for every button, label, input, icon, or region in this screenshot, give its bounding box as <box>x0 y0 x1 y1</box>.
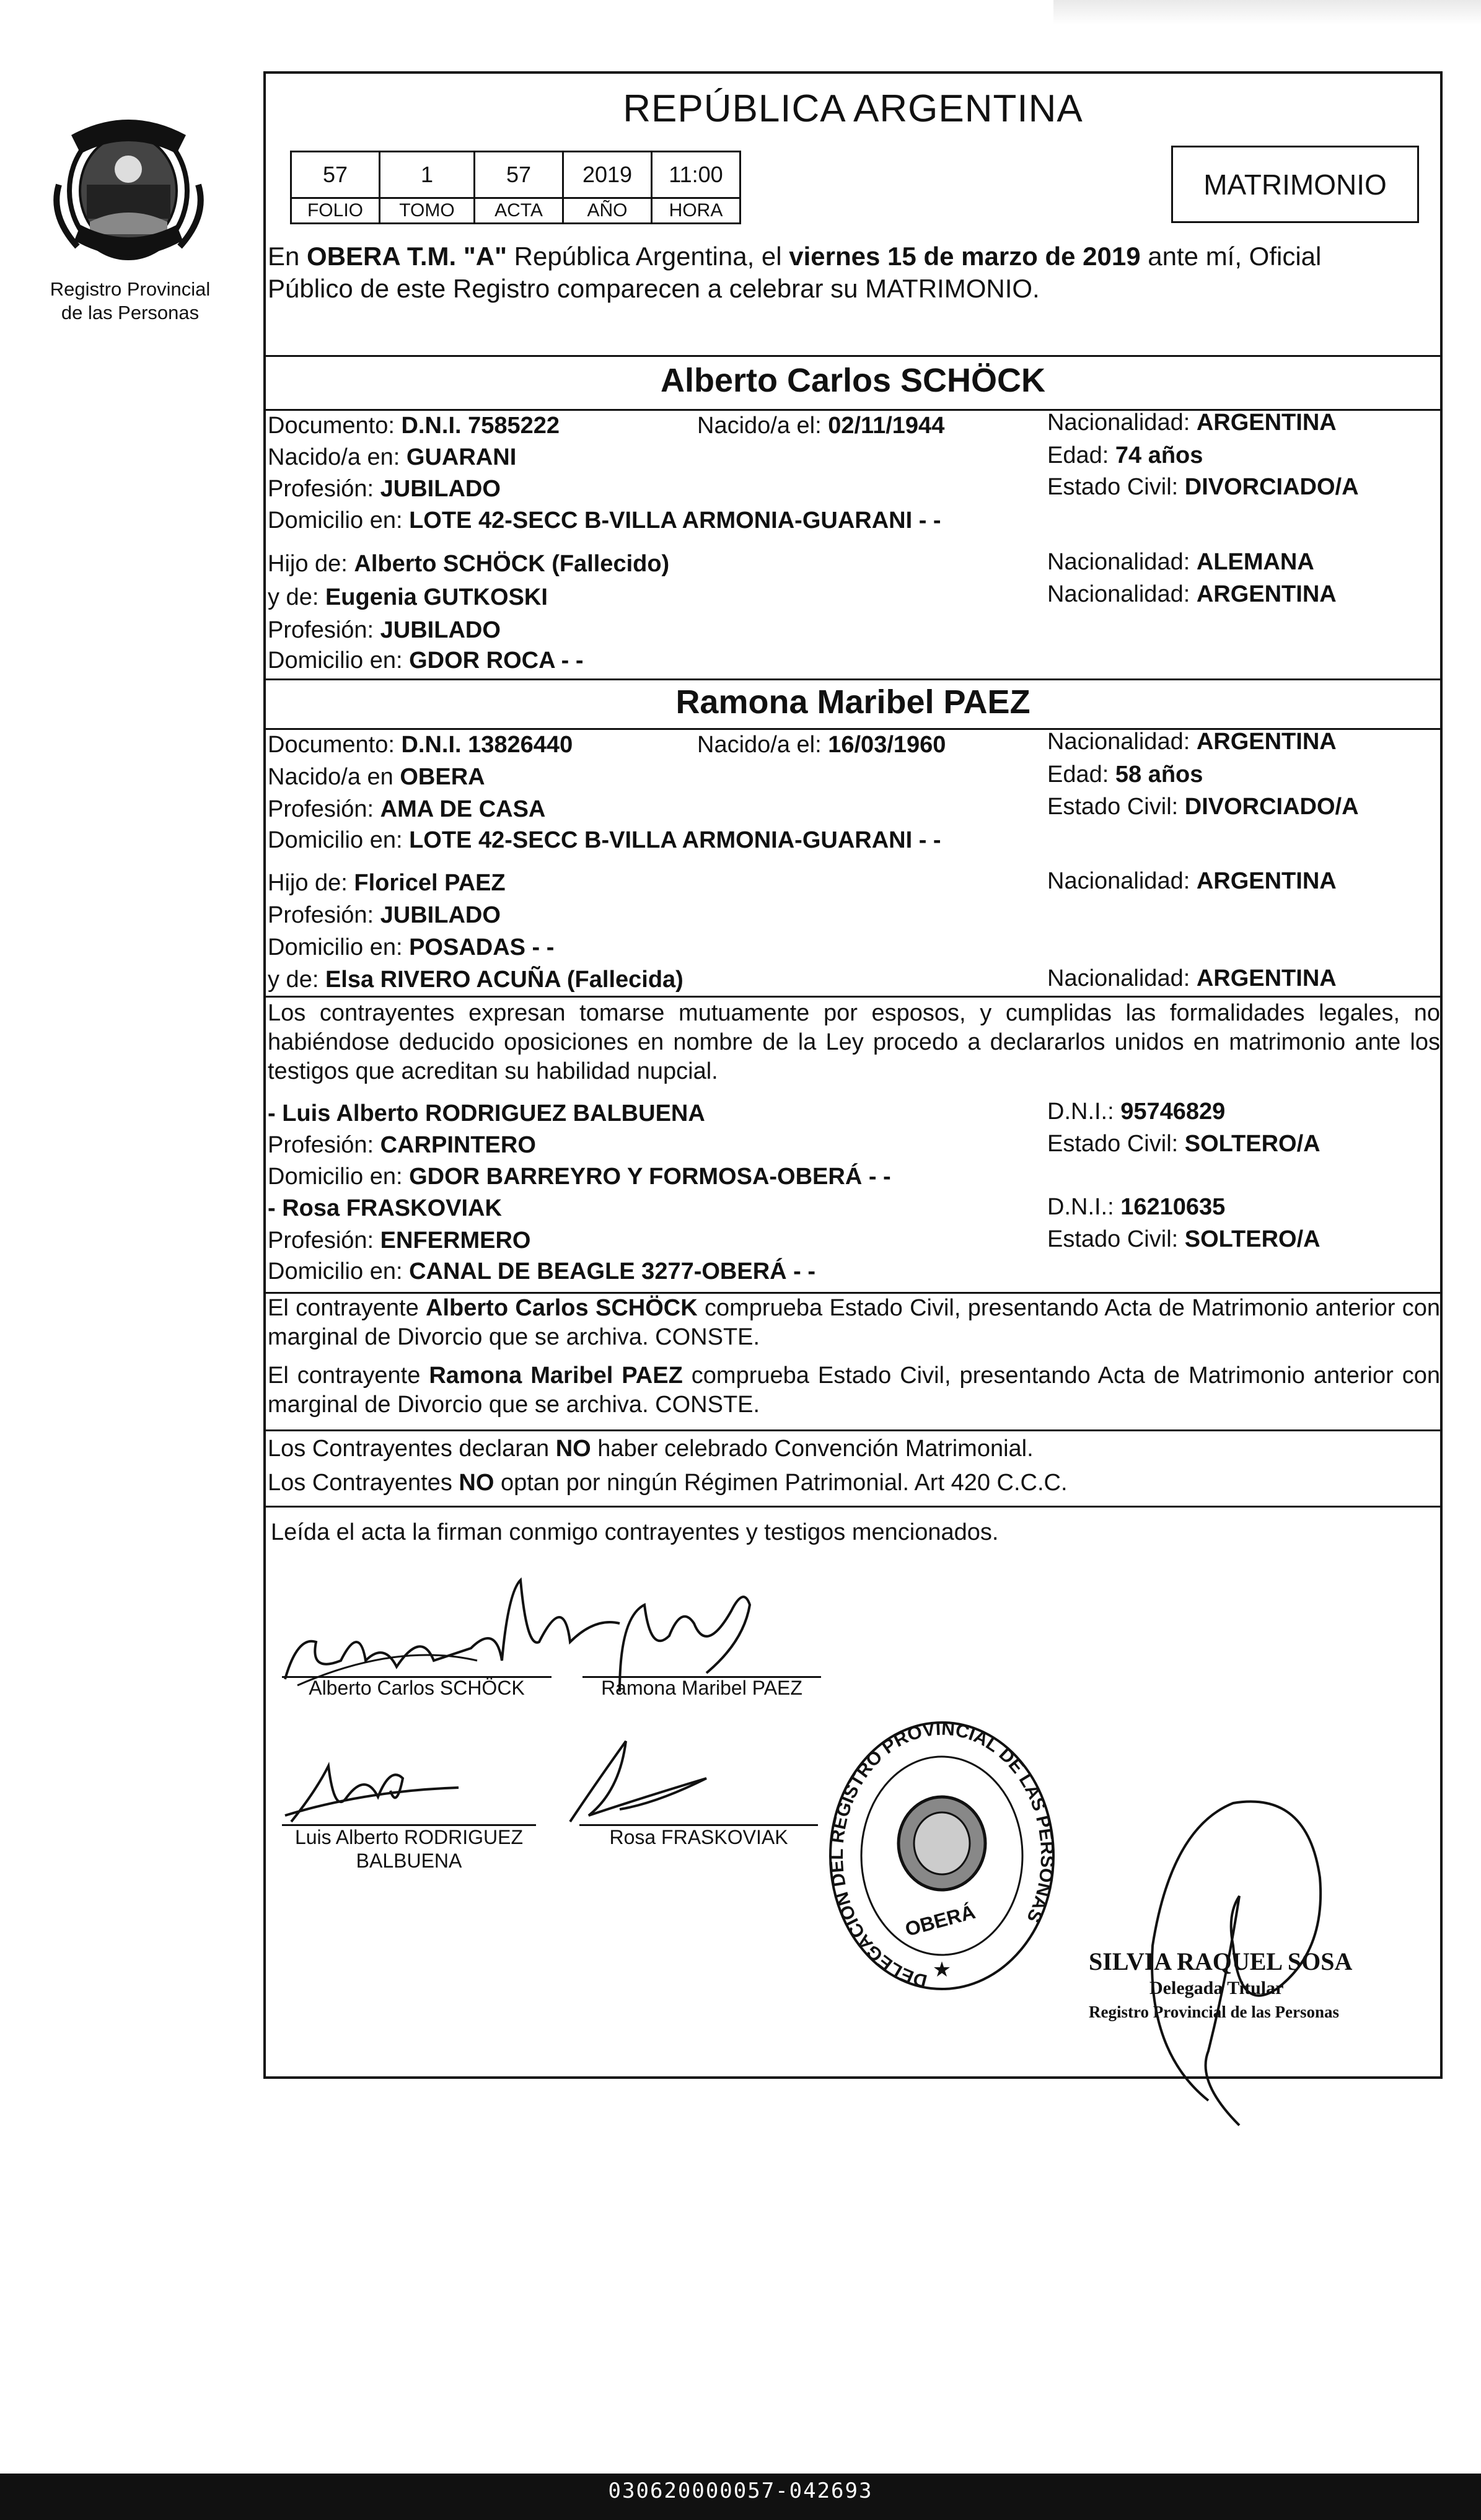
divider <box>263 1429 1443 1431</box>
spouse1-birthplace: Nacido/a en: GUARANI <box>268 444 517 470</box>
acta-label: ACTA <box>475 198 563 224</box>
witness2-name: - Rosa FRASKOVIAK <box>268 1195 502 1221</box>
divider <box>263 1506 1443 1508</box>
logo-caption-line2: de las Personas <box>61 302 200 323</box>
spouse2-address: Domicilio en: LOTE 42-SECC B-VILLA ARMONIA-GUARANI - - <box>268 827 941 853</box>
tomo-label: TOMO <box>380 198 475 224</box>
spouse2-birthplace: Nacido/a en OBERA <box>268 764 485 790</box>
spouse2-father-profession: Profesión: JUBILADO <box>268 902 501 928</box>
document-title: REPÚBLICA ARGENTINA <box>623 87 1083 130</box>
witness2-civil-status: Estado Civil: SOLTERO/A <box>1047 1226 1321 1252</box>
spouse2-father: Hijo de: Floricel PAEZ <box>268 870 506 896</box>
spouse1-birthdate: Nacido/a el: 02/11/1944 <box>697 413 945 439</box>
signature-label-witness1: Luis Alberto RODRIGUEZ BALBUENA <box>294 1826 524 1872</box>
spouse1-nationality: Nacionalidad: ARGENTINA <box>1047 410 1337 436</box>
regime-line2: Los Contrayentes NO optan por ningún Régimen Patrimonial. Art 420 C.C.C. <box>268 1470 1068 1496</box>
spouse1-parents-profession: Profesión: JUBILADO <box>268 617 501 643</box>
spouse2-birthdate: Nacido/a el: 16/03/1960 <box>697 732 946 758</box>
folio-table <box>290 151 741 224</box>
logo-caption <box>34 278 226 325</box>
spouse2-name: Ramona Maribel PAEZ <box>675 683 1031 721</box>
spouse2-profession: Profesión: AMA DE CASA <box>268 796 546 822</box>
note-spouse2: El contrayente Ramona Maribel PAEZ comprueba Estado Civil, presentando Acta de Matrimonio anterior con marginal de Divorcio que se archiva. CONSTE. <box>268 1363 1440 1418</box>
spouse1-mother-nationality: Nacionalidad: ARGENTINA <box>1047 581 1337 607</box>
spouse1-civil-status: Estado Civil: DIVORCIADO/A <box>1047 474 1359 500</box>
spouse2-age: Edad: 58 años <box>1047 762 1203 788</box>
spouse1-father-nationality: Nacionalidad: ALEMANA <box>1047 549 1314 575</box>
witness2-dni: D.N.I.: 16210635 <box>1047 1194 1226 1220</box>
hour-label: HORA <box>652 198 740 224</box>
spouse1-father: Hijo de: Alberto SCHÖCK (Fallecido) <box>268 551 670 577</box>
official-title: Delegada Titular <box>1149 1978 1284 1998</box>
province-seal-logo <box>53 110 204 271</box>
signature-label-spouse1: Alberto Carlos SCHÖCK <box>309 1677 525 1699</box>
svg-text:★: ★ <box>932 1958 952 1982</box>
registry-stamp <box>824 1716 1060 2008</box>
folio-value: 57 <box>291 152 380 198</box>
witness1-name: - Luis Alberto RODRIGUEZ BALBUENA <box>268 1100 705 1126</box>
spouse1-address: Domicilio en: LOTE 42-SECC B-VILLA ARMONIA-GUARANI - - <box>268 507 941 533</box>
spouse1-name: Alberto Carlos SCHÖCK <box>660 362 1046 399</box>
document-code: 030620000057-042693 <box>608 2478 873 2503</box>
witness1-profession: Profesión: CARPINTERO <box>268 1132 536 1158</box>
official-name: SILVIA RAQUEL SOSA <box>1089 1947 1353 1975</box>
intro-line1: En OBERA T.M. "A" República Argentina, el viernes 15 de marzo de 2019 ante mí, Oficial <box>268 242 1322 271</box>
closing-text: Leída el acta la firman conmigo contrayentes y testigos mencionados. <box>271 1519 999 1545</box>
spouse2-mother: y de: Elsa RIVERO ACUÑA (Fallecida) <box>268 967 683 993</box>
witness2-profession: Profesión: ENFERMERO <box>268 1227 531 1253</box>
stamp-center-text: OBERÁ <box>902 1900 978 1941</box>
scan-shading <box>1053 0 1481 25</box>
year-label: AÑO <box>563 198 652 224</box>
folio-label: FOLIO <box>291 198 380 224</box>
regime-line1: Los Contrayentes declaran NO haber celebrado Convención Matrimonial. <box>268 1436 1034 1462</box>
acta-value: 57 <box>475 152 563 198</box>
note-spouse1: El contrayente Alberto Carlos SCHÖCK comprueba Estado Civil, presentando Acta de Matrimonio anterior con marginal de Divorcio que se archiva. CONSTE. <box>268 1295 1440 1350</box>
spouse2-nationality: Nacionalidad: ARGENTINA <box>1047 729 1337 755</box>
witness1-dni: D.N.I.: 95746829 <box>1047 1099 1226 1125</box>
tomo-value: 1 <box>380 152 475 198</box>
hour-value: 11:00 <box>652 152 740 198</box>
witness2-address: Domicilio en: CANAL DE BEAGLE 3277-OBERÁ - - <box>268 1258 816 1284</box>
spouse1-age: Edad: 74 años <box>1047 442 1203 468</box>
signature-label-spouse2: Ramona Maribel PAEZ <box>601 1677 802 1699</box>
year-value: 2019 <box>563 152 652 198</box>
spouse2-document: Documento: D.N.I. 13826440 <box>268 732 573 758</box>
spouse1-parents-address: Domicilio en: GDOR ROCA - - <box>268 648 584 674</box>
spouse2-civil-status: Estado Civil: DIVORCIADO/A <box>1047 794 1359 820</box>
logo-caption-line1: Registro Provincial <box>50 278 211 300</box>
spouse2-father-nationality: Nacionalidad: ARGENTINA <box>1047 868 1337 894</box>
divider <box>263 996 1443 998</box>
spouse2-father-address: Domicilio en: POSADAS - - <box>268 934 555 960</box>
spouse2-mother-nationality: Nacionalidad: ARGENTINA <box>1047 965 1337 991</box>
declaration-text: Los contrayentes expresan tomarse mutuamente por esposos, y cumplidas las formalidades legales, no habiéndose deducido oposiciones en nombre de la Ley procedo a declararlos unidos en matrimonio ante los testigos que acreditan su habilidad nupcial. <box>268 1000 1440 1084</box>
witness1-address: Domicilio en: GDOR BARREYRO Y FORMOSA-OBERÁ - - <box>268 1164 891 1190</box>
signature-label-witness2: Rosa FRASKOVIAK <box>609 1826 788 1848</box>
stamp-ring-text: DELEGACION DEL REGISTRO PROVINCIAL DE LAS PERSONAS <box>826 1718 1058 1991</box>
divider <box>263 355 1443 357</box>
divider <box>263 678 1443 680</box>
spouse1-profession: Profesión: JUBILADO <box>268 476 501 502</box>
witness1-civil-status: Estado Civil: SOLTERO/A <box>1047 1131 1321 1157</box>
official-office: Registro Provincial de las Personas <box>1089 2003 1339 2021</box>
spouse1-mother: y de: Eugenia GUTKOSKI <box>268 584 548 610</box>
intro-line2: Público de este Registro comparecen a celebrar su MATRIMONIO. <box>268 274 1040 303</box>
spouse1-document: Documento: D.N.I. 7585222 <box>268 413 560 439</box>
signatures-witnesses <box>273 1729 830 1834</box>
act-type-box: MATRIMONIO <box>1171 146 1419 223</box>
